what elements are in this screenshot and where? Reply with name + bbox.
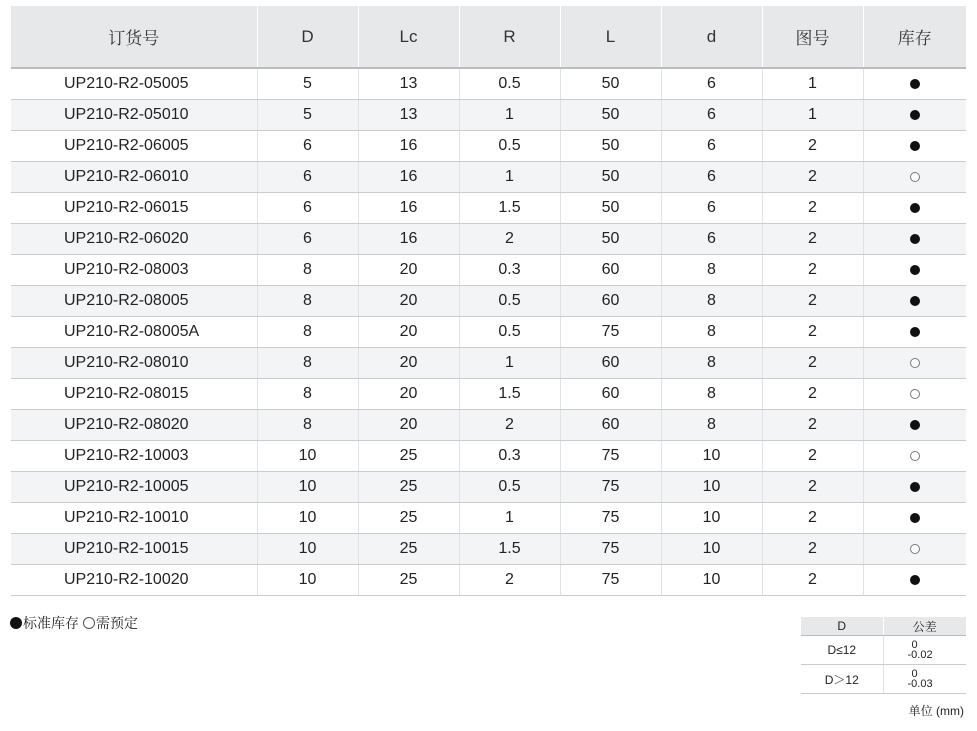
header-Lc: Lc bbox=[358, 6, 459, 68]
cell-L: 50 bbox=[560, 162, 661, 193]
cell-d: 6 bbox=[661, 193, 762, 224]
cell-order-number: UP210-R2-06020 bbox=[11, 224, 257, 255]
header-d: d bbox=[661, 6, 762, 68]
tolerance-row bbox=[801, 665, 966, 694]
cell-figure-number: 2 bbox=[762, 317, 863, 348]
cell-order-number: UP210-R2-10020 bbox=[11, 565, 257, 596]
table-row bbox=[11, 317, 966, 348]
cell-L: 50 bbox=[560, 68, 661, 100]
cell-Lc: 16 bbox=[358, 224, 459, 255]
cell-figure-number: 2 bbox=[762, 348, 863, 379]
unit-note: 单位 (mm) bbox=[908, 704, 964, 718]
cell-R: 2 bbox=[459, 410, 560, 441]
cell-Lc: 13 bbox=[358, 68, 459, 100]
filled-circle-icon bbox=[910, 575, 920, 585]
header-D: D bbox=[257, 6, 358, 68]
cell-L: 60 bbox=[560, 348, 661, 379]
cell-L: 50 bbox=[560, 193, 661, 224]
cell-R: 0.5 bbox=[459, 286, 560, 317]
cell-Lc: 20 bbox=[358, 348, 459, 379]
cell-figure-number: 2 bbox=[762, 441, 863, 472]
cell-R: 0.5 bbox=[459, 317, 560, 348]
tolerance-lower: -0.02 bbox=[907, 649, 933, 661]
cell-R: 1.5 bbox=[459, 534, 560, 565]
filled-circle-icon bbox=[910, 327, 920, 337]
cell-figure-number: 1 bbox=[762, 68, 863, 100]
tolerance-lower: -0.03 bbox=[907, 678, 933, 690]
empty-circle-icon bbox=[910, 544, 920, 554]
filled-circle-icon bbox=[910, 513, 920, 523]
tolerance-header-row bbox=[801, 617, 966, 636]
cell-figure-number: 2 bbox=[762, 193, 863, 224]
cell-Lc: 13 bbox=[358, 100, 459, 131]
cell-L: 50 bbox=[560, 131, 661, 162]
cell-D: 10 bbox=[257, 565, 358, 596]
table-row bbox=[11, 224, 966, 255]
cell-order-number: UP210-R2-08005A bbox=[11, 317, 257, 348]
tolerance-range: D≤12 bbox=[801, 636, 883, 665]
cell-figure-number: 2 bbox=[762, 286, 863, 317]
cell-stock bbox=[863, 534, 966, 565]
cell-L: 75 bbox=[560, 534, 661, 565]
table-row bbox=[11, 162, 966, 193]
cell-order-number: UP210-R2-10005 bbox=[11, 472, 257, 503]
cell-stock bbox=[863, 68, 966, 100]
table-row bbox=[11, 441, 966, 472]
cell-d: 6 bbox=[661, 162, 762, 193]
filled-circle-icon bbox=[910, 203, 920, 213]
cell-L: 50 bbox=[560, 224, 661, 255]
cell-D: 8 bbox=[257, 317, 358, 348]
header-stock: 库存 bbox=[863, 6, 966, 68]
filled-circle-icon bbox=[910, 482, 920, 492]
table-row bbox=[11, 472, 966, 503]
cell-D: 8 bbox=[257, 286, 358, 317]
table-row bbox=[11, 100, 966, 131]
cell-stock bbox=[863, 317, 966, 348]
cell-D: 6 bbox=[257, 131, 358, 162]
cell-figure-number: 1 bbox=[762, 100, 863, 131]
cell-R: 1 bbox=[459, 348, 560, 379]
cell-D: 6 bbox=[257, 193, 358, 224]
cell-stock bbox=[863, 441, 966, 472]
table-row bbox=[11, 534, 966, 565]
legend-standard-stock: 标准库存 bbox=[23, 615, 79, 631]
cell-stock bbox=[863, 100, 966, 131]
table-row bbox=[11, 131, 966, 162]
empty-circle-icon bbox=[910, 172, 920, 182]
cell-Lc: 16 bbox=[358, 131, 459, 162]
cell-D: 6 bbox=[257, 162, 358, 193]
tolerance-value bbox=[883, 636, 966, 665]
cell-order-number: UP210-R2-10003 bbox=[11, 441, 257, 472]
cell-D: 8 bbox=[257, 379, 358, 410]
cell-Lc: 20 bbox=[358, 255, 459, 286]
table-row bbox=[11, 410, 966, 441]
cell-d: 8 bbox=[661, 410, 762, 441]
table-row bbox=[11, 286, 966, 317]
filled-circle-icon bbox=[910, 110, 920, 120]
cell-order-number: UP210-R2-10010 bbox=[11, 503, 257, 534]
cell-Lc: 16 bbox=[358, 193, 459, 224]
cell-figure-number: 2 bbox=[762, 472, 863, 503]
cell-D: 10 bbox=[257, 472, 358, 503]
empty-circle-icon bbox=[83, 617, 95, 629]
cell-d: 10 bbox=[661, 441, 762, 472]
cell-D: 10 bbox=[257, 503, 358, 534]
cell-D: 5 bbox=[257, 68, 358, 100]
cell-stock bbox=[863, 131, 966, 162]
cell-D: 10 bbox=[257, 534, 358, 565]
cell-L: 75 bbox=[560, 565, 661, 596]
cell-stock bbox=[863, 379, 966, 410]
cell-L: 75 bbox=[560, 317, 661, 348]
cell-D: 8 bbox=[257, 348, 358, 379]
tolerance-table bbox=[801, 617, 966, 694]
table-row bbox=[11, 193, 966, 224]
cell-D: 5 bbox=[257, 100, 358, 131]
cell-Lc: 20 bbox=[358, 410, 459, 441]
cell-L: 50 bbox=[560, 100, 661, 131]
cell-figure-number: 2 bbox=[762, 255, 863, 286]
cell-order-number: UP210-R2-08010 bbox=[11, 348, 257, 379]
table-row bbox=[11, 565, 966, 596]
cell-Lc: 25 bbox=[358, 472, 459, 503]
tolerance-row bbox=[801, 636, 966, 665]
legend-made-to-order: 需预定 bbox=[96, 615, 138, 631]
cell-stock bbox=[863, 503, 966, 534]
cell-R: 0.3 bbox=[459, 441, 560, 472]
cell-R: 1 bbox=[459, 162, 560, 193]
cell-figure-number: 2 bbox=[762, 534, 863, 565]
stock-legend bbox=[10, 613, 138, 633]
cell-order-number: UP210-R2-06005 bbox=[11, 131, 257, 162]
filled-circle-icon bbox=[10, 617, 22, 629]
cell-R: 0.5 bbox=[459, 131, 560, 162]
header-L: L bbox=[560, 6, 661, 68]
cell-figure-number: 2 bbox=[762, 224, 863, 255]
filled-circle-icon bbox=[910, 420, 920, 430]
cell-d: 6 bbox=[661, 68, 762, 100]
cell-figure-number: 2 bbox=[762, 565, 863, 596]
empty-circle-icon bbox=[910, 451, 920, 461]
cell-d: 6 bbox=[661, 224, 762, 255]
cell-R: 1 bbox=[459, 100, 560, 131]
cell-d: 6 bbox=[661, 131, 762, 162]
cell-Lc: 25 bbox=[358, 565, 459, 596]
tolerance-range: D＞12 bbox=[801, 665, 883, 694]
cell-L: 60 bbox=[560, 255, 661, 286]
cell-L: 60 bbox=[560, 379, 661, 410]
cell-stock bbox=[863, 162, 966, 193]
cell-order-number: UP210-R2-08015 bbox=[11, 379, 257, 410]
cell-stock bbox=[863, 193, 966, 224]
header-order-number: 订货号 bbox=[11, 6, 257, 68]
cell-order-number: UP210-R2-08020 bbox=[11, 410, 257, 441]
cell-d: 10 bbox=[661, 472, 762, 503]
cell-Lc: 25 bbox=[358, 441, 459, 472]
cell-d: 6 bbox=[661, 100, 762, 131]
cell-L: 75 bbox=[560, 441, 661, 472]
table-row bbox=[11, 379, 966, 410]
cell-stock bbox=[863, 565, 966, 596]
cell-order-number: UP210-R2-06015 bbox=[11, 193, 257, 224]
cell-d: 10 bbox=[661, 503, 762, 534]
cell-L: 75 bbox=[560, 503, 661, 534]
cell-R: 0.3 bbox=[459, 255, 560, 286]
cell-R: 2 bbox=[459, 224, 560, 255]
tolerance-header-D: D bbox=[801, 617, 883, 636]
cell-Lc: 20 bbox=[358, 286, 459, 317]
cell-d: 8 bbox=[661, 286, 762, 317]
cell-stock bbox=[863, 410, 966, 441]
table-header-row bbox=[11, 6, 966, 68]
cell-L: 60 bbox=[560, 286, 661, 317]
cell-L: 60 bbox=[560, 410, 661, 441]
cell-order-number: UP210-R2-10015 bbox=[11, 534, 257, 565]
cell-d: 8 bbox=[661, 255, 762, 286]
filled-circle-icon bbox=[910, 141, 920, 151]
tolerance-upper: 0 bbox=[911, 668, 918, 680]
cell-L: 75 bbox=[560, 472, 661, 503]
cell-Lc: 25 bbox=[358, 534, 459, 565]
filled-circle-icon bbox=[910, 234, 920, 244]
cell-R: 1 bbox=[459, 503, 560, 534]
cell-D: 8 bbox=[257, 255, 358, 286]
cell-stock bbox=[863, 255, 966, 286]
cell-Lc: 20 bbox=[358, 379, 459, 410]
product-table bbox=[11, 6, 966, 596]
cell-order-number: UP210-R2-08005 bbox=[11, 286, 257, 317]
header-figure-number: 图号 bbox=[762, 6, 863, 68]
cell-order-number: UP210-R2-05005 bbox=[11, 68, 257, 100]
cell-R: 0.5 bbox=[459, 68, 560, 100]
cell-figure-number: 2 bbox=[762, 162, 863, 193]
cell-R: 1.5 bbox=[459, 379, 560, 410]
cell-figure-number: 2 bbox=[762, 410, 863, 441]
table-row bbox=[11, 68, 966, 100]
cell-R: 2 bbox=[459, 565, 560, 596]
cell-D: 8 bbox=[257, 410, 358, 441]
header-R: R bbox=[459, 6, 560, 68]
cell-order-number: UP210-R2-06010 bbox=[11, 162, 257, 193]
cell-stock bbox=[863, 224, 966, 255]
cell-order-number: UP210-R2-05010 bbox=[11, 100, 257, 131]
cell-R: 0.5 bbox=[459, 472, 560, 503]
cell-stock bbox=[863, 348, 966, 379]
tolerance-upper: 0 bbox=[911, 639, 918, 651]
filled-circle-icon bbox=[910, 265, 920, 275]
empty-circle-icon bbox=[910, 358, 920, 368]
cell-order-number: UP210-R2-08003 bbox=[11, 255, 257, 286]
cell-figure-number: 2 bbox=[762, 503, 863, 534]
cell-figure-number: 2 bbox=[762, 379, 863, 410]
cell-d: 8 bbox=[661, 317, 762, 348]
cell-stock bbox=[863, 286, 966, 317]
filled-circle-icon bbox=[910, 79, 920, 89]
filled-circle-icon bbox=[910, 296, 920, 306]
table-row bbox=[11, 348, 966, 379]
cell-Lc: 20 bbox=[358, 317, 459, 348]
empty-circle-icon bbox=[910, 389, 920, 399]
cell-d: 8 bbox=[661, 348, 762, 379]
cell-d: 10 bbox=[661, 565, 762, 596]
table-body bbox=[11, 68, 966, 596]
cell-D: 6 bbox=[257, 224, 358, 255]
cell-D: 10 bbox=[257, 441, 358, 472]
cell-Lc: 25 bbox=[358, 503, 459, 534]
table-row bbox=[11, 503, 966, 534]
tolerance-header-tolerance: 公差 bbox=[883, 617, 966, 636]
table-row bbox=[11, 255, 966, 286]
cell-figure-number: 2 bbox=[762, 131, 863, 162]
cell-Lc: 16 bbox=[358, 162, 459, 193]
tolerance-value bbox=[883, 665, 966, 694]
cell-d: 10 bbox=[661, 534, 762, 565]
cell-R: 1.5 bbox=[459, 193, 560, 224]
cell-stock bbox=[863, 472, 966, 503]
cell-d: 8 bbox=[661, 379, 762, 410]
